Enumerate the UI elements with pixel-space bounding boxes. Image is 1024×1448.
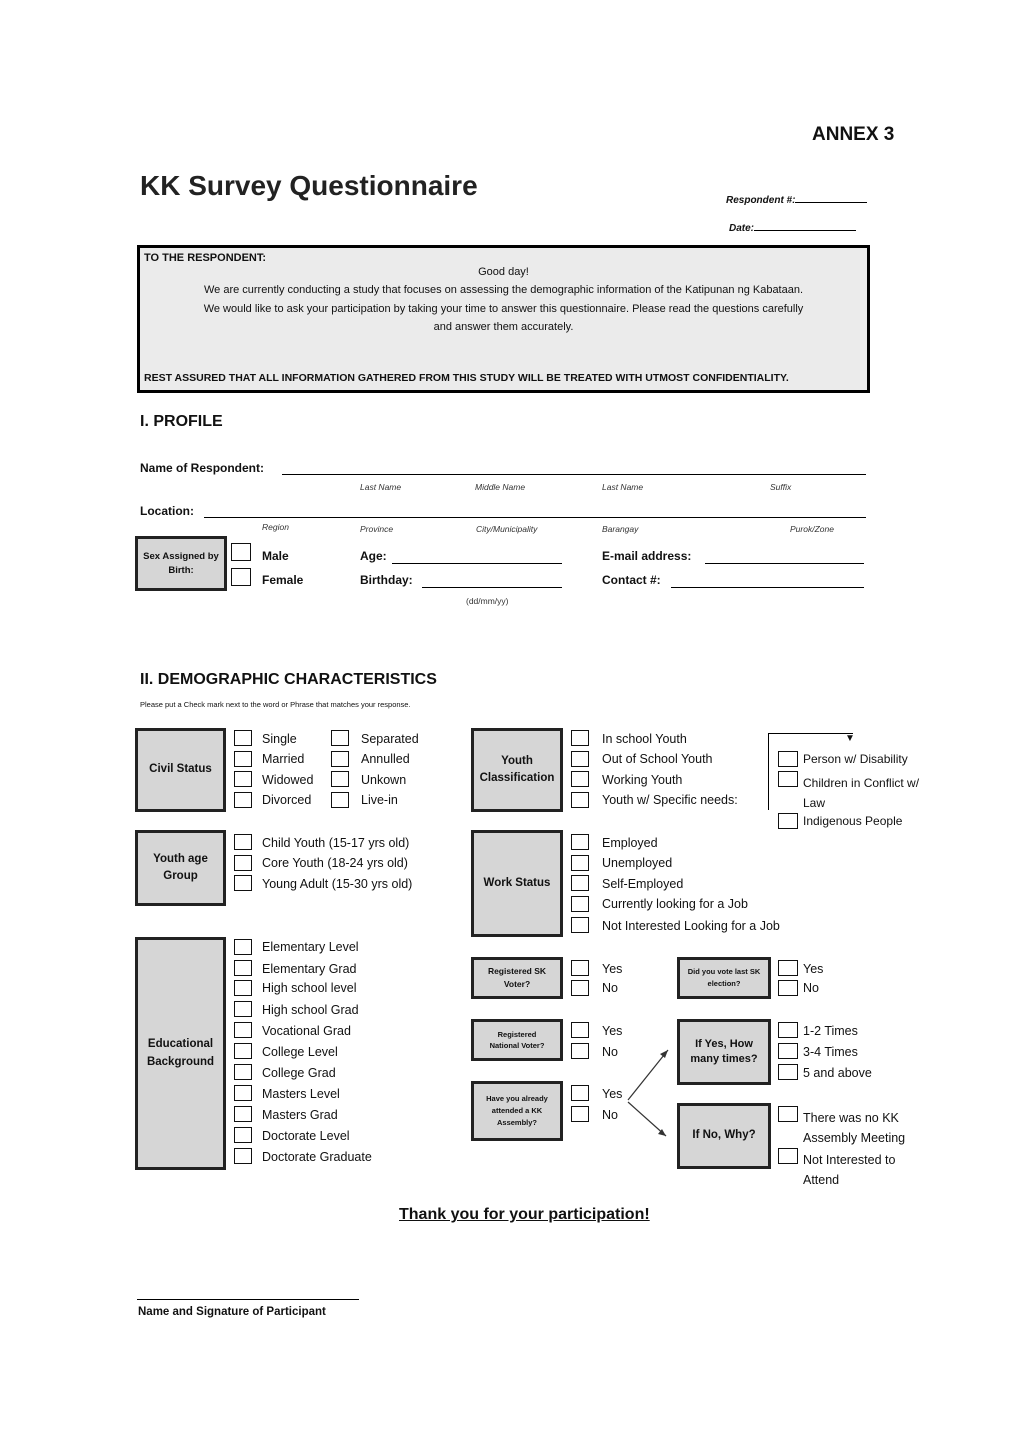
pwd-checkbox[interactable] [778,751,798,767]
name-hint-last-2: Last Name [602,482,644,492]
respondent-number-label: Respondent #: [726,195,796,206]
specific-needs-label: Youth w/ Specific needs: [602,793,738,807]
name-hint-suffix: Suffix [770,482,792,492]
edu-label-masters-grad: Masters Grad [262,1108,338,1122]
attended-assembly-box [471,1081,563,1141]
birthday-hint: (dd/mm/yy) [466,596,509,606]
why-not-box [677,1103,771,1169]
edu-checkbox-high-school-grad[interactable] [234,1001,252,1017]
respondent-number-field[interactable] [726,192,867,206]
indigenous-label: Indigenous People [803,814,903,828]
no-meeting-checkbox[interactable] [778,1106,798,1122]
sk-voter-label: Registered SK Voter? [487,966,547,989]
child-youth-checkbox[interactable] [234,834,252,850]
youth-classification-label: Youth Classification [479,754,555,784]
edu-checkbox-elementary-grad[interactable] [234,960,252,976]
birthday-label: Birthday: [360,573,413,587]
looking-for-job-checkbox[interactable] [571,896,589,912]
divorced-label: Divorced [262,793,312,807]
out-of-school-label: Out of School Youth [602,752,713,766]
married-label: Married [262,752,305,766]
times-5-above-label: 5 and above [803,1066,872,1080]
sk-voter-no-label: No [602,981,618,995]
divorced-checkbox[interactable] [234,792,252,808]
national-voter-no-checkbox[interactable] [571,1043,589,1059]
unemployed-checkbox[interactable] [571,855,589,871]
youth-classification-box [471,728,563,812]
times-5-above-checkbox[interactable] [778,1064,798,1080]
times-1-2-checkbox[interactable] [778,1022,798,1038]
sex-assigned-box [135,536,227,591]
young-adult-label: Young Adult (15-30 yrs old) [262,877,413,891]
arrow-to-yes [628,1050,668,1100]
youth-age-group-box [135,830,226,906]
work-status-box [471,830,563,937]
location-hint-purok: Purok/Zone [790,524,834,534]
employed-label: Employed [602,836,658,850]
educational-background-box [135,937,226,1170]
working-youth-label: Working Youth [602,773,683,787]
married-checkbox[interactable] [234,751,252,767]
edu-checkbox-masters-level[interactable] [234,1085,252,1101]
times-1-2-label: 1-2 Times [803,1024,858,1038]
female-checkbox[interactable] [231,568,251,586]
civil-status-box [135,728,226,812]
annex-label: ANNEX 3 [812,124,895,145]
location-hint-city: City/Municipality [476,524,538,534]
edu-label-doctorate-level: Doctorate Level [262,1129,350,1143]
edu-label-vocational-grad: Vocational Grad [262,1024,351,1038]
edu-label-high-school-grad: High school Grad [262,1003,359,1017]
email-input-line[interactable] [705,563,864,564]
date-field[interactable] [729,220,856,234]
age-label: Age: [360,549,387,563]
employed-checkbox[interactable] [571,834,589,850]
out-of-school-checkbox[interactable] [571,751,589,767]
attended-no-label: No [602,1108,618,1122]
separated-checkbox[interactable] [331,730,349,746]
female-label: Female [262,573,304,587]
edu-checkbox-college-grad[interactable] [234,1064,252,1080]
location-hint-region: Region [262,522,289,532]
unknown-label: Unkown [361,773,407,787]
national-voter-yes-label: Yes [602,1024,623,1038]
notice-line-3: and answer them accurately. [433,321,574,333]
edu-label-college-level: College Level [262,1045,338,1059]
not-interested-checkbox[interactable] [778,1148,798,1164]
voted-last-yes-label: Yes [803,962,824,976]
single-checkbox[interactable] [234,730,252,746]
edu-label-elementary-grad: Elementary Grad [262,962,357,976]
edu-checkbox-elementary-level[interactable] [234,939,252,955]
voted-last-label: Did you vote last SK election? [687,967,761,988]
voted-last-no-label: No [803,981,819,995]
sk-voter-no-checkbox[interactable] [571,980,589,996]
notice-heading: TO THE RESPONDENT: [144,252,267,264]
signature-line[interactable] [137,1299,359,1300]
arrow-head-yes-icon [660,1050,668,1058]
separated-label: Separated [361,732,419,746]
location-hint-province: Province [360,524,394,534]
looking-for-job-label: Currently looking for a Job [602,897,748,911]
name-hint-middle: Middle Name [475,482,526,492]
sex-assigned-label: Sex Assigned by Birth: [143,551,219,576]
edu-checkbox-masters-grad[interactable] [234,1106,252,1122]
specific-needs-checkbox[interactable] [571,792,589,808]
male-label: Male [262,549,289,563]
attended-no-checkbox[interactable] [571,1106,589,1122]
edu-checkbox-doctorate-graduate[interactable] [234,1148,252,1164]
edu-label-high-school-level: High school level [262,981,357,995]
notice-confidentiality: REST ASSURED THAT ALL INFORMATION GATHERED FROM THIS STUDY WILL BE TREATED WITH UTMOST CONFIDENTIALITY. [144,372,789,384]
national-voter-label: Registered National Voter? [489,1029,545,1050]
age-input-line[interactable] [392,563,562,564]
voted-last-box [677,957,771,999]
widowed-checkbox[interactable] [234,771,252,787]
name-label: Name of Respondent: [140,461,265,475]
in-school-checkbox[interactable] [571,730,589,746]
notice-greeting: Good day! [478,266,529,278]
live-in-checkbox[interactable] [331,792,349,808]
arrow-to-no [628,1102,666,1136]
youth-age-group-label: Youth age Group [153,852,208,882]
edu-label-college-grad: College Grad [262,1066,336,1080]
in-school-label: In school Youth [602,732,687,746]
thank-you-text: Thank you for your participation! [399,1206,650,1223]
core-youth-label: Core Youth (18-24 yrs old) [262,856,408,870]
edu-label-elementary-level: Elementary Level [262,940,359,954]
contact-label: Contact #: [602,573,661,587]
pwd-label: Person w/ Disability [803,752,908,766]
voted-last-no-checkbox[interactable] [778,980,798,996]
sk-voter-yes-checkbox[interactable] [571,960,589,976]
sk-voter-yes-label: Yes [602,962,623,976]
edu-checkbox-doctorate-level[interactable] [234,1127,252,1143]
birthday-input-line[interactable] [422,587,562,588]
edu-label-doctorate-graduate: Doctorate Graduate [262,1150,372,1164]
no-meeting-label: There was no KK Assembly Meeting [803,1111,906,1145]
unemployed-label: Unemployed [602,856,673,870]
times-3-4-checkbox[interactable] [778,1043,798,1059]
times-3-4-label: 3-4 Times [803,1045,858,1059]
unknown-checkbox[interactable] [331,771,349,787]
annulled-checkbox[interactable] [331,751,349,767]
notice-line-1: We are currently conducting a study that focuses on assessing the demographic information of the Katipunan ng Kabataan. [203,284,804,296]
self-employed-checkbox[interactable] [571,875,589,891]
educational-background-label: Educational Background [146,1038,215,1068]
not-looking-checkbox[interactable] [571,917,589,933]
national-voter-box [471,1019,563,1061]
cicl-label: Children in Conflict w/ Law [803,776,920,810]
notice-line-2: We would like to ask your participation by taking your time to answer this questionnaire. Please read the questions carefully [203,303,804,315]
bracket-arrow-icon: ▼ [845,733,855,744]
why-not-label: If No, Why? [692,1129,756,1142]
male-checkbox[interactable] [231,543,251,561]
national-voter-no-label: No [602,1045,618,1059]
core-youth-checkbox[interactable] [234,855,252,871]
live-in-label: Live-in [361,793,398,807]
how-many-label: If Yes, How many times? [690,1037,758,1065]
indigenous-checkbox[interactable] [778,813,798,829]
edu-checkbox-college-level[interactable] [234,1043,252,1059]
young-adult-checkbox[interactable] [234,875,252,891]
single-label: Single [262,732,297,746]
annulled-label: Annulled [361,752,410,766]
respondent-notice [137,245,870,393]
attended-assembly-label: Have you already attended a KK Assembly? [486,1094,548,1127]
date-label: Date: [729,223,755,234]
email-label: E-mail address: [602,549,692,563]
branch-arrows [620,1040,680,1150]
voted-last-yes-checkbox[interactable] [778,960,798,976]
edu-checkbox-vocational-grad[interactable] [234,1022,252,1038]
contact-input-line[interactable] [671,587,864,588]
working-youth-checkbox[interactable] [571,771,589,787]
child-youth-label: Child Youth (15-17 yrs old) [262,836,410,850]
civil-status-label: Civil Status [149,763,212,776]
name-input-line[interactable] [282,474,866,475]
signature-label: Name and Signature of Participant [138,1306,326,1318]
profile-heading: I. PROFILE [140,413,223,430]
national-voter-yes-checkbox[interactable] [571,1022,589,1038]
cicl-checkbox[interactable] [778,771,798,787]
work-status-label: Work Status [483,876,551,889]
location-label: Location: [140,504,194,518]
demographic-heading: II. DEMOGRAPHIC CHARACTERISTICS [140,671,437,688]
edu-label-masters-level: Masters Level [262,1087,340,1101]
not-interested-label: Not Interested to Attend [803,1153,896,1187]
location-input-line[interactable] [204,517,866,518]
how-many-box [677,1019,771,1085]
edu-checkbox-high-school-level[interactable] [234,980,252,996]
self-employed-label: Self-Employed [602,877,684,891]
name-hint-last: Last Name [360,482,402,492]
widowed-label: Widowed [262,773,314,787]
page-title: KK Survey Questionnaire [140,170,478,201]
attended-yes-label: Yes [602,1087,623,1101]
attended-yes-checkbox[interactable] [571,1085,589,1101]
location-hint-barangay: Barangay [602,524,639,534]
sk-voter-box [471,957,563,999]
demographic-instruction: Please put a Check mark next to the word or Phrase that matches your response. [140,700,411,709]
not-looking-label: Not Interested Looking for a Job [602,919,780,933]
